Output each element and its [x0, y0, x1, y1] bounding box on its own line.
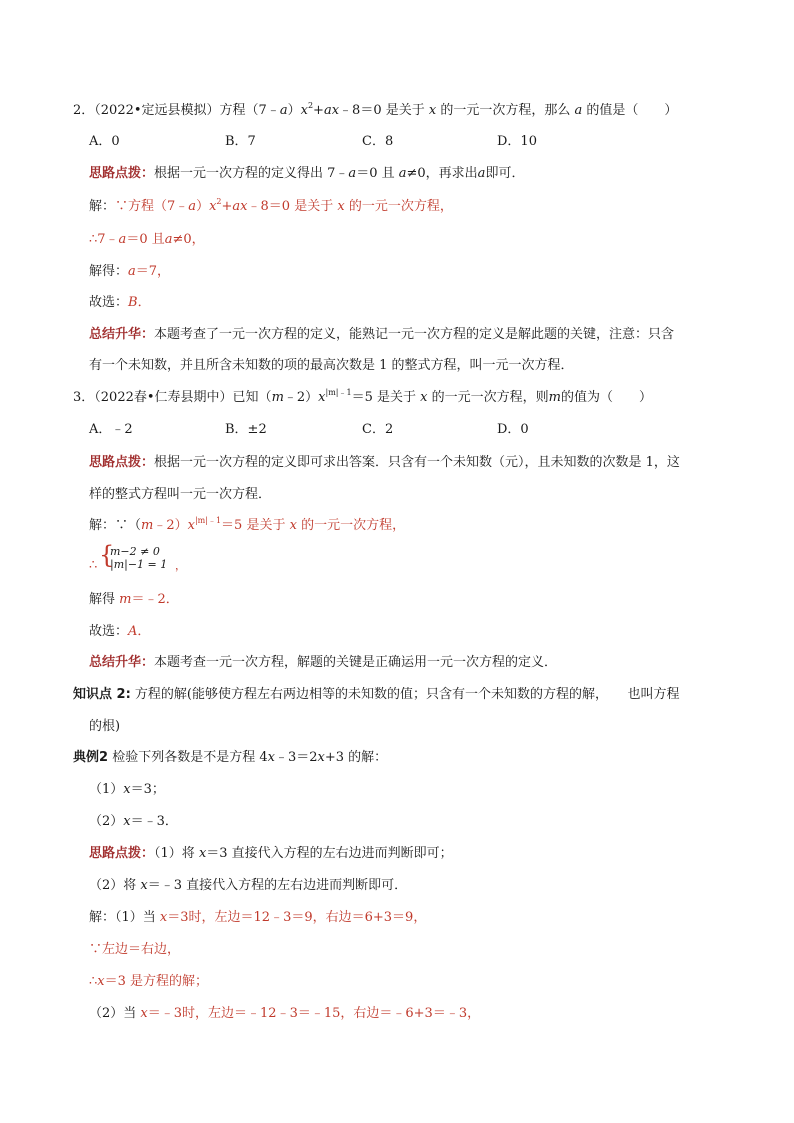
- q3-solution-line-3: 解得 m＝﹣2．: [89, 592, 179, 607]
- q2-solution-line-2: ∴7﹣a＝0 且a≠0，: [89, 232, 205, 247]
- hint-label: 思路点拨：: [89, 166, 155, 181]
- example-2-hint-line-1: 思路点拨：（1）将 x＝3 直接代入方程的左右边进而判断即可；: [89, 846, 453, 861]
- system-equation-1: m−2 ≠ 0: [110, 545, 160, 558]
- hint-label: 思路点拨：: [89, 455, 155, 470]
- q3-hint-line-2: 样的整式方程叫一元一次方程．: [89, 487, 272, 502]
- q2-option-c: C．8: [362, 134, 394, 149]
- q3-summary: 总结升华：本题考查一元一次方程，解题的关键是正确运用一元一次方程的定义．: [89, 655, 558, 670]
- knowledge-point-label: 知识点 2:: [73, 687, 131, 702]
- therefore-symbol: ∴: [89, 558, 98, 573]
- q2-summary-line-2: 有一个未知数，并且所含未知数的项的最高次数是 1 的整式方程，叫一元一次方程．: [89, 358, 574, 373]
- q2-hint: 思路点拨：根据一元一次方程的定义得出 7﹣a＝0 且 a≠0，再求出a即可．: [89, 166, 525, 181]
- example-2-hint-line-2: （2）将 x＝﹣3 直接代入方程的左右边进而判断即可．: [89, 878, 408, 893]
- brace-symbol: {: [99, 541, 115, 569]
- q3-stem: 3．（2022春•仁寿县期中）已知$(m﹣2)x^{|m|﹣1}=5$ 是关于 x 的一元一次方程，则m的值为（ ）: [73, 388, 652, 405]
- q3-option-d: D．0: [497, 422, 529, 437]
- q2-option-b: B．7: [225, 134, 256, 149]
- example-2-solution-line-2: ∵左边＝右边，: [89, 942, 181, 957]
- q3-option-a: A．﹣2: [89, 422, 133, 437]
- q2-source: （2022•定远县模拟）: [94, 103, 220, 118]
- q3-solution-line-4: 故选：A．: [89, 624, 151, 639]
- knowledge-point-2-line-1: 知识点 2: 方程的解(能够使方程左右两边相等的未知数的值；只含有一个未知数的方程的解， 也叫方程: [73, 687, 680, 702]
- summary-label: 总结升华：: [89, 327, 155, 342]
- knowledge-point-2-line-2: 的根): [89, 719, 121, 734]
- example-2-solution-line-3: ∴x＝3 是方程的解；: [89, 974, 209, 989]
- q2-solution-line-1: 解：∵方程$(7﹣a)x^2+ax﹣8=0$ 是关于 x 的一元一次方程，: [89, 197, 453, 214]
- q3-equation-system: ∴ { m−2 ≠ 0 |m|−1 = 1 ，: [89, 541, 186, 573]
- q3-source: （2022春•仁寿县期中）: [94, 390, 233, 405]
- example-2-item-1: （1）x＝3；: [89, 782, 165, 797]
- example-2-item-2: （2）x＝﹣3．: [89, 814, 178, 829]
- q2-number: 2．: [73, 103, 95, 118]
- example-2-stem: 典例2 检验下列各数是不是方程 4x﹣3＝2x+3 的解：: [73, 750, 388, 765]
- summary-label: 总结升华：: [89, 655, 155, 670]
- q2-solution-line-3: 解得：a＝7，: [89, 264, 171, 279]
- q2-stem: 2．（2022•定远县模拟）方程$(7﹣a)x^2+ax﹣8=0$ 是关于 x 的一元一次方程，那么 a 的值是（ ）: [73, 101, 678, 118]
- hint-label: 思路点拨：: [89, 846, 155, 861]
- q3-solution-line-1: 解：$\because(m﹣2)x^{|m|﹣1}=5$ 是关于 x 的一元一次方程，: [89, 516, 406, 533]
- q2-option-a: A．0: [89, 134, 120, 149]
- q2-solution-line-4: 故选：B．: [89, 295, 151, 310]
- example-2-solution-line-1: 解：（1）当 x＝3时，左边＝12﹣3＝9，右边＝6+3＝9，: [89, 910, 427, 925]
- q3-option-b: B．±2: [225, 422, 267, 437]
- q3-option-c: C．2: [362, 422, 394, 437]
- q3-hint-line-1: 思路点拨：根据一元一次方程的定义即可求出答案．只含有一个未知数（元），且未知数的次数是 1，这: [89, 455, 680, 470]
- example-label: 典例2: [73, 750, 109, 765]
- system-equation-2: |m|−1 = 1: [110, 558, 168, 571]
- example-2-solution-line-4: （2）当 x＝﹣3时，左边＝﹣12﹣3＝﹣15，右边＝﹣6+3＝﹣3，: [89, 1006, 481, 1021]
- q2-option-d: D．10: [497, 134, 537, 149]
- q2-summary-line-1: 总结升华：本题考查了一元一次方程的定义，能熟记一元一次方程的定义是解此题的关键，注意：只含: [89, 327, 675, 342]
- q3-number: 3．: [73, 390, 95, 405]
